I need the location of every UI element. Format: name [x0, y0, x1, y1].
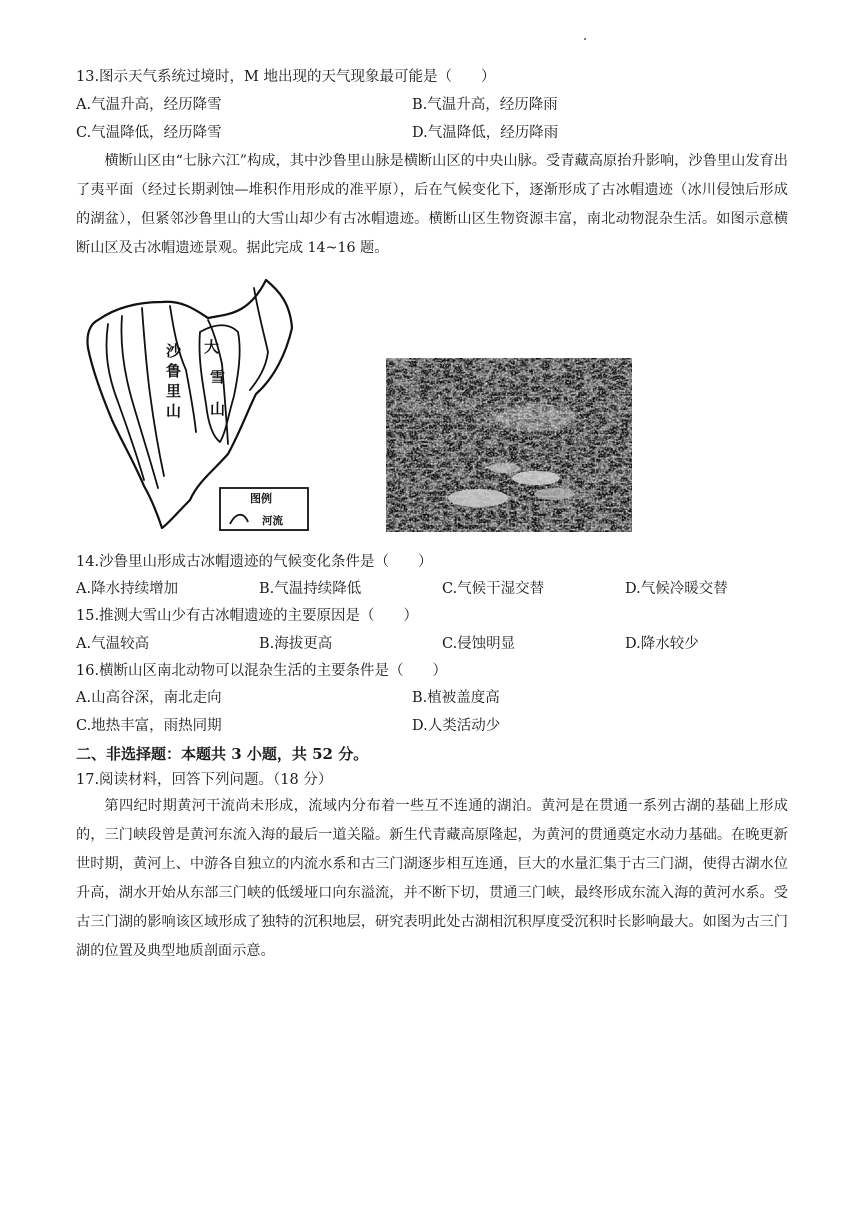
q17-stem: 17.阅读材料，回答下列问题。（18 分） — [76, 772, 333, 788]
q14-stem: 14.沙鲁里山形成古冰帽遗迹的气候变化条件是（ ） — [76, 554, 433, 570]
river-2 — [121, 316, 158, 488]
q15-stem: 15.推测大雪山少有古冰帽遗迹的主要原因是（ ） — [76, 608, 419, 624]
q15-option-b: B.海拔更高 — [259, 636, 333, 652]
ice-cap-relic-photo — [386, 358, 632, 532]
q17-material: 第四纪时期黄河干流尚未形成，流域内分布着一些互不连通的湖泊。黄河是在贯通一系列古湖的基础上形成的，三门峡段曾是黄河东流入海的最后一道关隘。新生代青藏高原隆起，为黄河的贯通奠定水动力基础。在晚更新世时期，黄河上、中游各自独立的内流水系和古三门湖逐步相互连通，巨大的水量汇集于古三门湖，使得古湖水位升高，湖水开始从东部三门峡的低缓垭口向东溢流，并不断下切，贯通三门峡，最终形成东流入海的黄河水系。受古三门湖的影响该区域形成了独特的沉积地层，研究表明此处古湖相沉积厚度受沉积时长影响最大。如图为古三门湖的位置及典型地质剖面示意。 — [76, 798, 788, 959]
q15-option-d: D.降水较少 — [625, 636, 699, 652]
river-3 — [142, 308, 164, 476]
intro-paragraph-14-16: 横断山区由“七脉六江”构成，其中沙鲁里山脉是横断山区的中央山脉。受青藏高原抬升影响，沙鲁里山发育出了夷平面（经过长期剥蚀—堆积作用形成的准平原），后在气候变化下，逐渐形成了古冰帽遗迹（冰川侵蚀后形成的湖盆），但紧邻沙鲁里山的大雪山却少有古冰帽遗迹。横断山区生物资源丰富，南北动物混杂生活。如图示意横断山区及古冰帽遗迹景观。据此完成 14~16 题。 — [76, 153, 788, 256]
label-daxue-2: 雪 — [210, 368, 226, 386]
map-legend — [220, 488, 308, 530]
q15-option-c: C.侵蚀明显 — [442, 636, 516, 652]
legend-river-label: 河流 — [262, 515, 283, 527]
q14-option-a: A.降水持续增加 — [76, 581, 179, 597]
q14-option-c: C.气候干湿交替 — [442, 581, 545, 597]
q16-option-d: D.人类活动少 — [412, 718, 501, 734]
q16-option-a: A.山高谷深，南北走向 — [76, 690, 222, 706]
label-shaluli-4: 山 — [166, 402, 182, 420]
label-shaluli-1: 沙 — [166, 342, 182, 360]
label-shaluli-3: 里 — [166, 382, 182, 400]
label-daxue-1: 大 — [204, 338, 220, 356]
q14-option-b: B.气温持续降低 — [259, 581, 362, 597]
legend-title: 图例 — [250, 492, 272, 505]
q13-option-a: A.气温升高，经历降雪 — [76, 97, 222, 113]
q13-option-b: B.气温升高，经历降雨 — [412, 97, 558, 113]
q15-option-a: A.气温较高 — [76, 636, 150, 652]
section-2-heading: 二、非选择题：本题共 3 小题，共 52 分。 — [76, 745, 369, 763]
label-shaluli-2: 鲁 — [166, 362, 182, 380]
hengduan-map — [78, 272, 318, 537]
river-1 — [106, 324, 144, 480]
q16-option-b: B.植被盖度高 — [412, 690, 500, 706]
q13-stem: 13.图示天气系统过境时，M 地出现的天气现象最可能是（ ） — [76, 69, 496, 85]
q13-option-d: D.气温降低，经历降雨 — [412, 125, 559, 141]
scan-speck — [584, 38, 586, 40]
q14-option-d: D.气候冷暖交替 — [625, 581, 728, 597]
q13-option-c: C.气温降低，经历降雪 — [76, 125, 222, 141]
q16-stem: 16.横断山区南北动物可以混杂生活的主要条件是（ ） — [76, 663, 448, 679]
q16-option-c: C.地热丰富，雨热同期 — [76, 718, 222, 734]
river-6 — [250, 288, 268, 390]
label-daxue-3: 山 — [210, 400, 226, 418]
